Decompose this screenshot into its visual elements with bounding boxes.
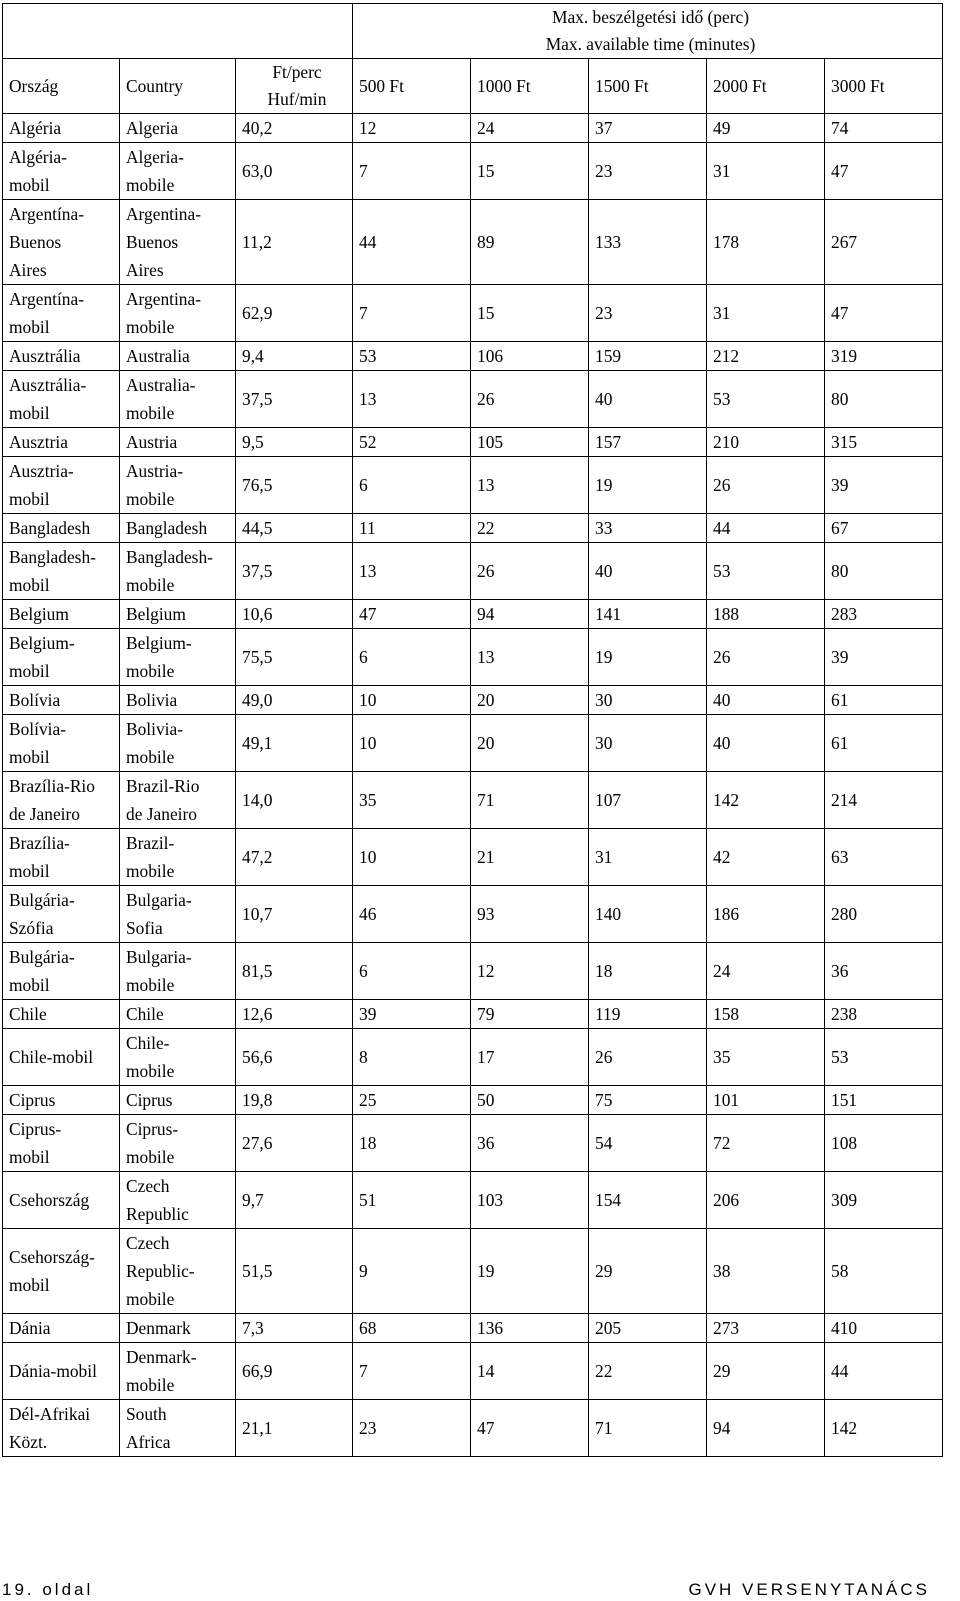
country-hu-cell: Bolívia- mobil [3,715,120,772]
country-hu-cell: Bulgária- Szófia [3,886,120,943]
country-en-cell: Bulgaria- Sofia [120,886,236,943]
minutes-cell: 74 [825,114,943,143]
rate-header-en: Huf/min [267,89,327,109]
minutes-cell: 29 [589,1229,707,1314]
country-en-cell: South Africa [120,1400,236,1457]
country-en-cell: Bulgaria- mobile [120,943,236,1000]
minutes-cell: 58 [825,1229,943,1314]
minutes-cell: 61 [825,686,943,715]
minutes-cell: 315 [825,428,943,457]
table-row [3,1172,943,1229]
minutes-cell: 158 [707,1000,825,1029]
minutes-cell: 93 [471,886,589,943]
minutes-cell: 26 [707,457,825,514]
minutes-cell: 26 [707,629,825,686]
minutes-cell: 136 [471,1314,589,1343]
table-row [3,715,943,772]
rate-cell: 27,6 [236,1115,353,1172]
rate-cell: 21,1 [236,1400,353,1457]
column-header-amount: 2000 Ft [707,59,825,114]
country-hu-cell: Bangladesh- mobil [3,543,120,600]
rate-cell: 81,5 [236,943,353,1000]
country-en-cell: Bolivia [120,686,236,715]
minutes-cell: 15 [471,143,589,200]
column-header-country: Country [120,59,236,114]
minutes-cell: 44 [707,514,825,543]
minutes-cell: 29 [707,1343,825,1400]
table-row [3,514,943,543]
country-hu-cell: Ausztria- mobil [3,457,120,514]
minutes-cell: 280 [825,886,943,943]
minutes-cell: 26 [471,543,589,600]
minutes-cell: 178 [707,200,825,285]
minutes-cell: 40 [707,686,825,715]
rates-table [2,3,943,1457]
minutes-cell: 22 [589,1343,707,1400]
minutes-cell: 71 [471,772,589,829]
country-hu-cell: Bolívia [3,686,120,715]
rate-cell: 44,5 [236,514,353,543]
minutes-cell: 309 [825,1172,943,1229]
minutes-cell: 75 [589,1086,707,1115]
country-en-cell: Czech Republic [120,1172,236,1229]
country-en-cell: Ciprus- mobile [120,1115,236,1172]
minutes-cell: 38 [707,1229,825,1314]
minutes-cell: 80 [825,543,943,600]
header-row-columns [3,59,943,114]
minutes-cell: 35 [353,772,471,829]
rate-cell: 56,6 [236,1029,353,1086]
country-hu-cell: Ausztrália- mobil [3,371,120,428]
minutes-cell: 40 [589,543,707,600]
minutes-cell: 7 [353,285,471,342]
country-hu-cell: Ausztria [3,428,120,457]
minutes-cell: 53 [353,342,471,371]
minutes-cell: 46 [353,886,471,943]
country-en-cell: Chile [120,1000,236,1029]
minutes-cell: 119 [589,1000,707,1029]
country-hu-cell: Argentína- Buenos Aires [3,200,120,285]
country-hu-cell: Algéria [3,114,120,143]
minutes-cell: 53 [707,371,825,428]
minutes-cell: 11 [353,514,471,543]
minutes-cell: 15 [471,285,589,342]
minutes-cell: 20 [471,686,589,715]
minutes-cell: 31 [707,285,825,342]
minutes-cell: 53 [707,543,825,600]
minutes-cell: 21 [471,829,589,886]
table-row [3,1086,943,1115]
country-hu-cell: Ciprus- mobil [3,1115,120,1172]
organization-name: GVH VERSENYTANÁCS [688,1580,930,1599]
minutes-cell: 31 [589,829,707,886]
minutes-cell: 17 [471,1029,589,1086]
minutes-cell: 39 [825,629,943,686]
table-row [3,114,943,143]
country-en-cell: Argentina- Buenos Aires [120,200,236,285]
country-hu-cell: Dánia-mobil [3,1343,120,1400]
minutes-cell: 94 [471,600,589,629]
country-en-cell: Austria [120,428,236,457]
minutes-cell: 186 [707,886,825,943]
country-en-cell: Czech Republic- mobile [120,1229,236,1314]
rate-cell: 10,7 [236,886,353,943]
country-en-cell: Ciprus [120,1086,236,1115]
column-header-amount: 3000 Ft [825,59,943,114]
minutes-cell: 25 [353,1086,471,1115]
minutes-cell: 14 [471,1343,589,1400]
country-hu-cell: Brazília-Rio de Janeiro [3,772,120,829]
table-row [3,1314,943,1343]
minutes-cell: 18 [589,943,707,1000]
country-hu-cell: Brazília- mobil [3,829,120,886]
country-hu-cell: Bulgária- mobil [3,943,120,1000]
table-row [3,829,943,886]
minutes-cell: 105 [471,428,589,457]
country-hu-cell: Csehország- mobil [3,1229,120,1314]
country-en-cell: Bolivia- mobile [120,715,236,772]
rate-cell: 7,3 [236,1314,353,1343]
country-en-cell: Brazil- mobile [120,829,236,886]
country-hu-cell: Algéria- mobil [3,143,120,200]
minutes-cell: 151 [825,1086,943,1115]
column-header-amount: 1000 Ft [471,59,589,114]
column-header-orszag: Ország [3,59,120,114]
minutes-cell: 142 [707,772,825,829]
minutes-cell: 39 [353,1000,471,1029]
minutes-cell: 106 [471,342,589,371]
header-empty-cell [3,4,353,59]
minutes-cell: 22 [471,514,589,543]
minutes-cell: 47 [825,285,943,342]
minutes-cell: 79 [471,1000,589,1029]
rate-cell: 9,7 [236,1172,353,1229]
table-row [3,1400,943,1457]
country-en-cell: Australia- mobile [120,371,236,428]
minutes-cell: 108 [825,1115,943,1172]
minutes-cell: 154 [589,1172,707,1229]
country-hu-cell: Bangladesh [3,514,120,543]
minutes-cell: 33 [589,514,707,543]
table-row [3,686,943,715]
minutes-cell: 157 [589,428,707,457]
minutes-cell: 210 [707,428,825,457]
minutes-cell: 103 [471,1172,589,1229]
minutes-cell: 13 [471,457,589,514]
minutes-cell: 133 [589,200,707,285]
minutes-cell: 23 [589,285,707,342]
minutes-cell: 36 [471,1115,589,1172]
minutes-cell: 214 [825,772,943,829]
table-row [3,457,943,514]
header-row-top [3,4,943,59]
minutes-cell: 50 [471,1086,589,1115]
minutes-cell: 13 [471,629,589,686]
minutes-cell: 30 [589,715,707,772]
rate-cell: 37,5 [236,543,353,600]
minutes-cell: 53 [825,1029,943,1086]
minutes-cell: 13 [353,543,471,600]
column-header-rate [236,59,353,114]
minutes-cell: 7 [353,1343,471,1400]
rate-cell: 9,5 [236,428,353,457]
country-hu-cell: Dél-Afrikai Közt. [3,1400,120,1457]
table-row [3,772,943,829]
table-row [3,285,943,342]
table-row [3,1000,943,1029]
country-en-cell: Denmark- mobile [120,1343,236,1400]
minutes-cell: 71 [589,1400,707,1457]
country-hu-cell: Belgium- mobil [3,629,120,686]
country-hu-cell: Ausztrália [3,342,120,371]
minutes-cell: 23 [353,1400,471,1457]
minutes-cell: 40 [589,371,707,428]
minutes-cell: 42 [707,829,825,886]
minutes-cell: 267 [825,200,943,285]
minutes-cell: 238 [825,1000,943,1029]
rates-table-body [3,4,943,1457]
minutes-cell: 49 [707,114,825,143]
country-en-cell: Algeria [120,114,236,143]
minutes-cell: 12 [353,114,471,143]
minutes-cell: 61 [825,715,943,772]
minutes-cell: 23 [589,143,707,200]
minutes-cell: 40 [707,715,825,772]
minutes-cell: 6 [353,943,471,1000]
country-en-cell: Belgium- mobile [120,629,236,686]
country-en-cell: Bangladesh [120,514,236,543]
minutes-cell: 101 [707,1086,825,1115]
minutes-cell: 19 [589,457,707,514]
country-hu-cell: Belgium [3,600,120,629]
minutes-cell: 10 [353,686,471,715]
minutes-cell: 72 [707,1115,825,1172]
table-row [3,943,943,1000]
minutes-cell: 24 [707,943,825,1000]
rate-cell: 66,9 [236,1343,353,1400]
minutes-cell: 37 [589,114,707,143]
minutes-cell: 44 [353,200,471,285]
minutes-cell: 30 [589,686,707,715]
minutes-cell: 51 [353,1172,471,1229]
minutes-cell: 67 [825,514,943,543]
rate-cell: 14,0 [236,772,353,829]
minutes-cell: 283 [825,600,943,629]
rate-cell: 40,2 [236,114,353,143]
minutes-cell: 54 [589,1115,707,1172]
rate-cell: 51,5 [236,1229,353,1314]
minutes-cell: 212 [707,342,825,371]
country-hu-cell: Chile-mobil [3,1029,120,1086]
table-row [3,886,943,943]
country-en-cell: Denmark [120,1314,236,1343]
country-en-cell: Austria- mobile [120,457,236,514]
table-row [3,1343,943,1400]
country-en-cell: Brazil-Rio de Janeiro [120,772,236,829]
minutes-cell: 39 [825,457,943,514]
minutes-cell: 319 [825,342,943,371]
page-footer [0,1580,960,1601]
rate-cell: 75,5 [236,629,353,686]
max-time-hu: Max. beszélgetési idő (perc) [551,7,749,27]
table-row [3,143,943,200]
minutes-cell: 10 [353,829,471,886]
rate-cell: 62,9 [236,285,353,342]
minutes-cell: 19 [589,629,707,686]
table-row [3,600,943,629]
table-row [3,342,943,371]
country-hu-cell: Csehország [3,1172,120,1229]
rate-cell: 76,5 [236,457,353,514]
minutes-cell: 26 [589,1029,707,1086]
rate-cell: 10,6 [236,600,353,629]
minutes-cell: 47 [353,600,471,629]
minutes-cell: 36 [825,943,943,1000]
minutes-cell: 18 [353,1115,471,1172]
column-header-amount: 500 Ft [353,59,471,114]
minutes-cell: 206 [707,1172,825,1229]
table-row [3,200,943,285]
minutes-cell: 9 [353,1229,471,1314]
rate-cell: 49,1 [236,715,353,772]
table-row [3,428,943,457]
minutes-cell: 94 [707,1400,825,1457]
minutes-cell: 44 [825,1343,943,1400]
minutes-cell: 188 [707,600,825,629]
minutes-cell: 89 [471,200,589,285]
max-time-header [353,4,943,59]
table-row [3,1115,943,1172]
minutes-cell: 142 [825,1400,943,1457]
country-hu-cell: Ciprus [3,1086,120,1115]
minutes-cell: 19 [471,1229,589,1314]
minutes-cell: 140 [589,886,707,943]
minutes-cell: 8 [353,1029,471,1086]
rate-cell: 12,6 [236,1000,353,1029]
minutes-cell: 31 [707,143,825,200]
minutes-cell: 205 [589,1314,707,1343]
minutes-cell: 6 [353,457,471,514]
rate-cell: 11,2 [236,200,353,285]
rate-cell: 49,0 [236,686,353,715]
minutes-cell: 13 [353,371,471,428]
minutes-cell: 159 [589,342,707,371]
minutes-cell: 12 [471,943,589,1000]
max-time-en: Max. available time (minutes) [545,34,756,54]
table-row [3,371,943,428]
rate-cell: 19,8 [236,1086,353,1115]
country-en-cell: Argentina- mobile [120,285,236,342]
minutes-cell: 26 [471,371,589,428]
rate-cell: 63,0 [236,143,353,200]
minutes-cell: 52 [353,428,471,457]
rate-cell: 37,5 [236,371,353,428]
minutes-cell: 6 [353,629,471,686]
table-row [3,1029,943,1086]
rate-cell: 9,4 [236,342,353,371]
rate-cell: 47,2 [236,829,353,886]
column-header-amount: 1500 Ft [589,59,707,114]
minutes-cell: 410 [825,1314,943,1343]
minutes-cell: 80 [825,371,943,428]
country-en-cell: Chile- mobile [120,1029,236,1086]
table-row [3,629,943,686]
minutes-cell: 63 [825,829,943,886]
country-en-cell: Bangladesh- mobile [120,543,236,600]
minutes-cell: 273 [707,1314,825,1343]
minutes-cell: 7 [353,143,471,200]
minutes-cell: 107 [589,772,707,829]
country-en-cell: Australia [120,342,236,371]
minutes-cell: 68 [353,1314,471,1343]
table-row [3,1229,943,1314]
country-en-cell: Belgium [120,600,236,629]
country-hu-cell: Argentína- mobil [3,285,120,342]
minutes-cell: 47 [471,1400,589,1457]
page-number: 19. oldal [2,1580,94,1599]
country-hu-cell: Dánia [3,1314,120,1343]
rate-header-hu: Ft/perc [272,62,322,82]
table-row [3,543,943,600]
minutes-cell: 20 [471,715,589,772]
minutes-cell: 24 [471,114,589,143]
minutes-cell: 10 [353,715,471,772]
minutes-cell: 35 [707,1029,825,1086]
minutes-cell: 47 [825,143,943,200]
country-en-cell: Algeria- mobile [120,143,236,200]
country-hu-cell: Chile [3,1000,120,1029]
minutes-cell: 141 [589,600,707,629]
